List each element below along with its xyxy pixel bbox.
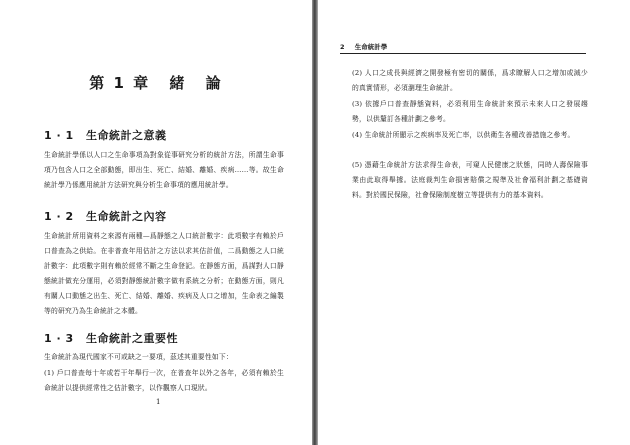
section-number: 1 · 3 xyxy=(44,332,74,345)
chapter-title-char-2: 論 xyxy=(205,74,223,92)
right-item-5: (5) 憑藉生命統計方法求得生命表，可窺人民健康之狀態，同時人壽保險事業由此取得舉據。法庭裁判生命損害賠償之規準及社會福利計劃之基礎資料。對於國民保險，社會保險制度樹立等提供有力的基本資料。 xyxy=(352,161,588,199)
header-rule xyxy=(340,53,586,54)
chapter-title xyxy=(0,72,312,93)
running-head xyxy=(340,42,387,51)
page-number-left: 1 xyxy=(156,398,161,406)
section-number: 1 · 1 xyxy=(44,129,74,142)
section-title: 生命統計之內容 xyxy=(86,210,167,223)
section-title: 生命統計之意義 xyxy=(86,129,167,142)
running-head-title: 生命統計學 xyxy=(354,43,388,51)
section-1-2-paragraph: 生命統計所用資料之來源有兩種—爲靜態之人口統計數字：此項數字有賴於戶口普查為之供給。在非普查年用估計之方法以求其估計值，二爲動態之人口統計數字：此項數字則有賴於經常不斷之生命登記。在靜態方面，爲謀對人口靜態統計做充分運用，必須對靜態統計數字做有系統之分析；在動態方面，則凡有關人口動態之出生、死亡、結婚、離婚、疾病及人口之增加，生命表之編製等的研究乃為生命統計之本體。 xyxy=(44,232,284,315)
chapter-number: 第 1 章 xyxy=(89,74,151,92)
section-heading-1-3 xyxy=(44,330,178,346)
right-item-2: (2) 人口之成長與經濟之開發極有密切的關係，爲求瞭解人口之增加或減少的真實情形，必須瀏理生命統計。 xyxy=(352,69,588,92)
section-1-3-intro: 生命統計為現代國家不可或缺之一要項，茲述其重要性如下： xyxy=(44,353,233,361)
section-heading-1-2 xyxy=(44,208,167,224)
section-title: 生命統計之重要性 xyxy=(86,332,178,345)
page-number-right: 2 xyxy=(340,43,345,51)
left-page xyxy=(0,0,312,445)
section-1-1-paragraph: 生命統計學係以人口之生命事項為對象從事研究分析的統計方法，所謂生命事項乃包含人口之全部動態，即出生、死亡、結婚、離婚、疾病……等。故生命統計學乃係應用統計方法研究與分析生命事項的應用統計學。 xyxy=(44,151,284,189)
chapter-title-char-1: 緒 xyxy=(169,74,187,92)
right-item-3: (3) 依據戶口普查靜態資料，必須利用生命統計來預示未來人口之發展趨勢，以供釐訂各種計劃之參考。 xyxy=(352,100,588,123)
section-heading-1-1 xyxy=(44,127,167,143)
section-number: 1 · 2 xyxy=(44,210,74,223)
right-item-4: (4) 生命統計所顯示之疾病率及死亡率，以供衛生各種改善措施之參考。 xyxy=(352,131,575,139)
section-1-3-item-1: (1) 戶口普查每十年或若干年舉行一次，在普查年以外之各年，必須有賴於生命統計以提供經常性之估計數字，以作觀察人口現狀。 xyxy=(44,369,284,392)
